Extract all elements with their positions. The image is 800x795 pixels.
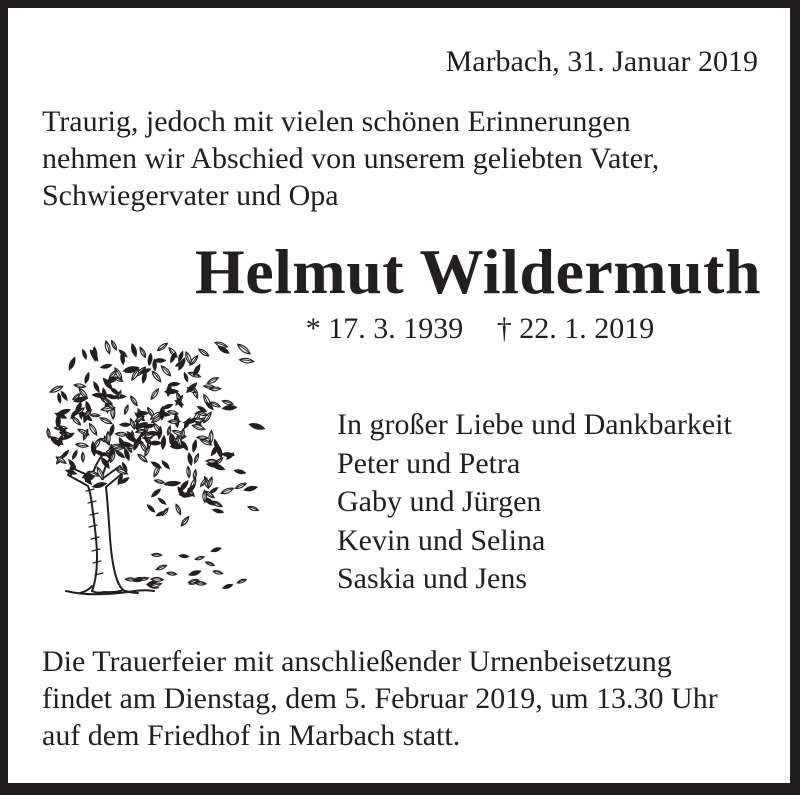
- dateline: Marbach, 31. Januar 2019: [445, 45, 758, 78]
- mourner-name: Kevin und Selina: [337, 523, 546, 557]
- intro-paragraph: [42, 103, 659, 214]
- birth-date: * 17. 3. 1939: [305, 312, 464, 345]
- mourners-block: [337, 406, 732, 599]
- mourner-name: Peter und Petra: [337, 446, 521, 480]
- tree-foliage: [46, 340, 265, 590]
- mourner-name: Saskia und Jens: [337, 562, 527, 595]
- intro-line: nehmen wir Abschied von unserem geliebten Vater,: [42, 142, 660, 175]
- intro-line: Traurig, jedoch mit vielen schönen Erinnerungen: [42, 105, 631, 138]
- tribute-line: In großer Liebe und Dankbarkeit: [337, 408, 732, 441]
- death-date: † 22. 1. 2019: [496, 312, 655, 345]
- intro-line: Schwiegervater und Opa: [42, 179, 339, 212]
- deceased-name: Helmut Wildermuth: [194, 236, 762, 307]
- funeral-details: [42, 643, 718, 754]
- funeral-line: Die Trauerfeier mit anschließender Urnenbeisetzung: [42, 645, 672, 678]
- funeral-line: auf dem Friedhof in Marbach statt.: [42, 719, 461, 752]
- tree-illustration: [30, 325, 280, 605]
- mourner-name: Gaby und Jürgen: [337, 485, 542, 518]
- funeral-line: findet am Dienstag, dem 5. Februar 2019, um 13.30 Uhr: [42, 682, 718, 715]
